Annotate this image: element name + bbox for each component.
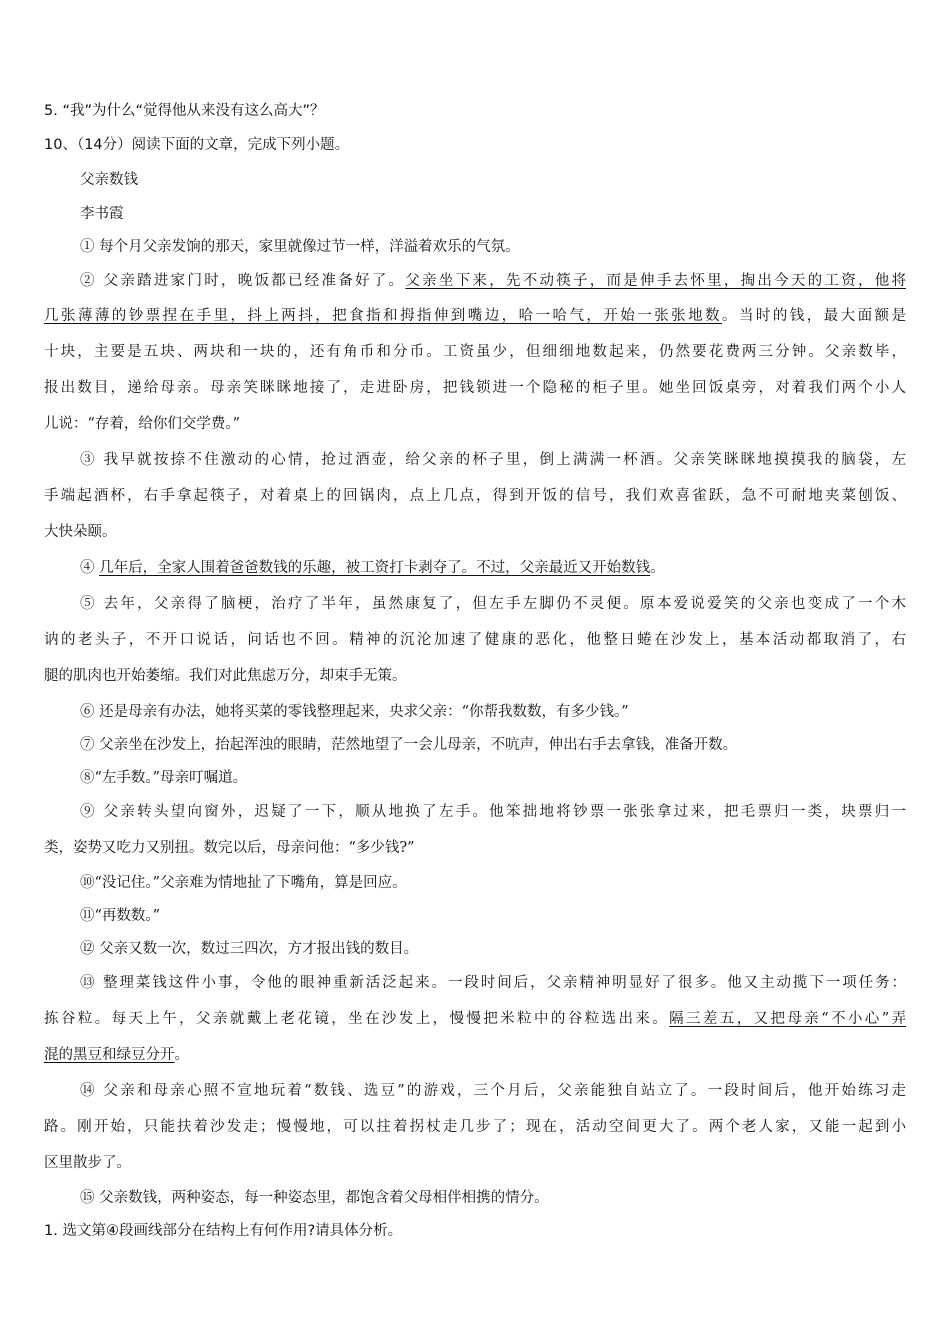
paragraph-10: ⑩“没记住。”父亲难为情地扯了下嘴角，算是回应。 bbox=[80, 875, 407, 891]
paragraph-5-line-2: 讷的老头子，不开口说话，问话也不回。精神的沉沦加速了健康的恶化，他整日蜷在沙发上，基本活动都取消了，右 bbox=[44, 632, 906, 648]
paragraph-2-line-2: 几张薄薄的钞票捏在手里，抖上两抖，把食指和拇指伸到嘴边，哈一哈气，开始一张张地数。当时的钱，最大面额是 bbox=[44, 308, 906, 324]
article-title: 父亲数钱 bbox=[80, 172, 138, 188]
paragraph-14-line-1: ⑭ 父亲和母亲心照不宣地玩着“数钱、选豆”的游戏，三个月后，父亲能独自站立了。一段时间后，他开始练习走 bbox=[80, 1083, 906, 1099]
paragraph-7: ⑦ 父亲坐在沙发上，抬起浑浊的眼睛，茫然地望了一会儿母亲，不吭声，伸出右手去拿钱，准备开数。 bbox=[80, 737, 738, 753]
paragraph-2-line-3: 十块，主要是五块、两块和一块的，还有角币和分币。工资虽少，但细细地数起来，仍然要花费两三分钟。父亲数毕， bbox=[44, 344, 906, 360]
paragraph-13-line-2: 拣谷粒。每天上午，父亲就戴上老花镜，坐在沙发上，慢慢把米粒中的谷粒选出来。隔三差五，又把母亲“不小心”弄 bbox=[44, 1011, 907, 1027]
paragraph-13-line-3: 混的黑豆和绿豆分开。 bbox=[44, 1047, 189, 1063]
paragraph-13-line-1: ⑬ 整理菜钱这件小事，令他的眼神重新活泛起来。一段时间后，父亲精神明显好了很多。他又主动揽下一项任务： bbox=[80, 975, 906, 991]
article-author: 李书霞 bbox=[80, 206, 124, 222]
paragraph-3-line-3: 大快朵颐。 bbox=[44, 524, 117, 540]
underlined-text: 混的黑豆和绿豆分开 bbox=[44, 1047, 175, 1063]
underlined-text: 几年后，全家人围着爸爸数钱的乐趣，被工资打卡剥夺了。不过，父亲最近又开始数钱 bbox=[99, 560, 651, 576]
question-10-header: 10、（14分）阅读下面的文章，完成下列小题。 bbox=[44, 137, 350, 153]
paragraph-15: ⑮ 父亲数钱，两种姿态，每一种姿态里，都饱含着父母相伴相携的情分。 bbox=[80, 1190, 549, 1206]
paragraph-14-line-2: 路。刚开始，只能扶着沙发走；慢慢地，可以拄着拐杖走几步了；现在，活动空间更大了。两个老人家，又能一起到小 bbox=[44, 1119, 906, 1135]
paragraph-5-line-3: 腿的肌肉也开始萎缩。我们对此焦虑万分，却束手无策。 bbox=[44, 668, 407, 684]
paragraph-8: ⑧“左手数。”母亲叮嘱道。 bbox=[80, 770, 248, 786]
paragraph-5-line-1: ⑤ 去年，父亲得了脑梗，治疗了半年，虽然康复了，但左手左脚仍不灵便。原本爱说爱笑的父亲也变成了一个木 bbox=[80, 596, 906, 612]
paragraph-1: ① 每个月父亲发饷的那天，家里就像过节一样，洋溢着欢乐的气氛。 bbox=[80, 239, 520, 255]
underlined-text: 几张薄薄的钞票捏在手里，抖上两抖，把食指和拇指伸到嘴边，哈一哈气，开始一张张地数 bbox=[44, 308, 722, 324]
paragraph-3-line-1: ③ 我早就按捺不住激动的心情，抢过酒壶，给父亲的杯子里，倒上满满一杯酒。父亲笑眯眯地摸摸我的脑袋，左 bbox=[80, 452, 906, 468]
underlined-text: 隔三差五，又把母亲“不小心”弄 bbox=[669, 1011, 907, 1027]
paragraph-14-line-3: 区里散步了。 bbox=[44, 1155, 131, 1171]
paragraph-9-line-1: ⑨ 父亲转头望向窗外，迟疑了一下，顺从地换了左手。他笨拙地将钞票一张张拿过来，把毛票归一类，块票归一 bbox=[80, 804, 906, 820]
underlined-text: 父亲坐下来，先不动筷子，而是伸手去怀里，掏出今天的工资，他将 bbox=[405, 273, 907, 289]
paragraph-6: ⑥ 还是母亲有办法，她将买菜的零钱整理起来，央求父亲：“你帮我数数，有多少钱。” bbox=[80, 704, 629, 720]
paragraph-2-line-5: 儿说：“存着，给你们交学费。” bbox=[44, 416, 241, 432]
paragraph-2-line-1: ② 父亲踏进家门时，晚饭都已经准备好了。父亲坐下来，先不动筷子，而是伸手去怀里，掏出今天的工资，他将 bbox=[80, 273, 907, 289]
paragraph-4: ④ 几年后，全家人围着爸爸数钱的乐趣，被工资打卡剥夺了。不过，父亲最近又开始数钱。 bbox=[80, 560, 665, 576]
paragraph-11: ⑪“再数数。” bbox=[80, 908, 161, 924]
paragraph-9-line-2: 类，姿势又吃力又别扭。数完以后，母亲问他：“多少钱?” bbox=[44, 840, 415, 856]
paragraph-2-line-4: 报出数目，递给母亲。母亲笑眯眯地接了，走进卧房，把钱锁进一个隐秘的柜子里。她坐回饭桌旁，对着我们两个小人 bbox=[44, 380, 906, 396]
question-1: 1. 选文第④段画线部分在结构上有何作用?请具体分析。 bbox=[44, 1223, 403, 1239]
question-5: 5. “我”为什么“觉得他从来没有这么高大”？ bbox=[44, 103, 325, 119]
paragraph-12: ⑫ 父亲又数一次，数过三四次，方才报出钱的数目。 bbox=[80, 941, 419, 957]
paragraph-3-line-2: 手端起酒杯，右手拿起筷子，对着桌上的回锅肉，点上几点，得到开饭的信号，我们欢喜雀跃，急不可耐地夹菜刨饭、 bbox=[44, 488, 906, 504]
